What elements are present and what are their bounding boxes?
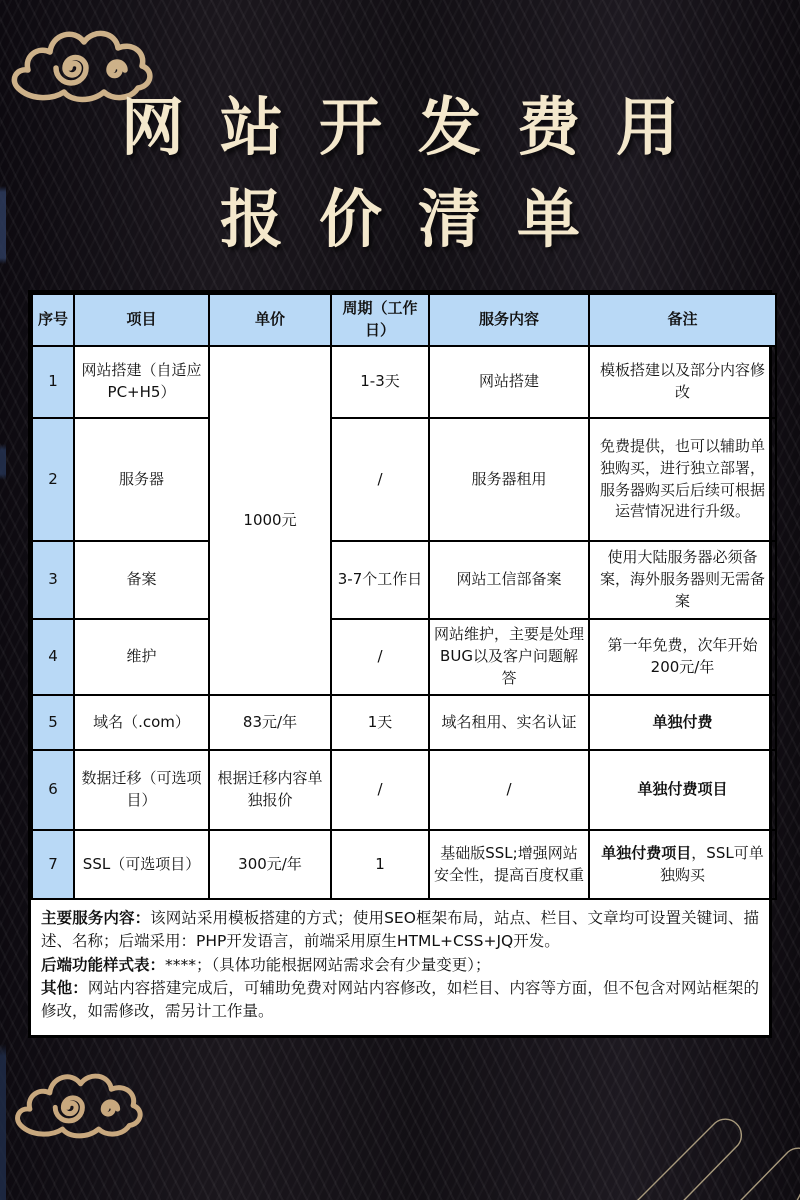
cell-period: / bbox=[331, 418, 429, 541]
cell-no: 3 bbox=[32, 541, 74, 619]
notes-section bbox=[31, 900, 769, 1035]
table-row bbox=[32, 418, 776, 541]
cell-no: 2 bbox=[32, 418, 74, 541]
cell-no: 4 bbox=[32, 619, 74, 695]
cell-price: 300元/年 bbox=[209, 830, 331, 899]
cell-no: 1 bbox=[32, 346, 74, 418]
table-row bbox=[32, 695, 776, 750]
col-header-price: 单价 bbox=[209, 294, 331, 346]
cell-remark: 单独付费 bbox=[589, 695, 776, 750]
pricing-table bbox=[31, 293, 777, 900]
cell-price-merged: 1000元 bbox=[209, 346, 331, 695]
cell-period: / bbox=[331, 750, 429, 830]
cell-period: 1天 bbox=[331, 695, 429, 750]
col-header-period: 周期（工作日） bbox=[331, 294, 429, 346]
page-title-line1: 网站开发费用 bbox=[121, 91, 715, 164]
table-header-row bbox=[32, 294, 776, 346]
cell-project: 服务器 bbox=[74, 418, 209, 541]
cell-price: 83元/年 bbox=[209, 695, 331, 750]
cell-remark: 第一年免费，次年开始200元/年 bbox=[589, 619, 776, 695]
note-text: 该网站采用模板搭建的方式；使用SEO框架布局，站点、栏目、文章均可设置关键词、描述、名称；后端采用：PHP开发语言，前端采用原生HTML+CSS+JQ开发。 bbox=[41, 909, 759, 951]
cell-project: 数据迁移（可选项目） bbox=[74, 750, 209, 830]
cell-remark: 使用大陆服务器必须备案，海外服务器则无需备案 bbox=[589, 541, 776, 619]
cloud-icon-bottom-left bbox=[10, 1052, 162, 1150]
cell-service: / bbox=[429, 750, 589, 830]
cell-project: SSL（可选项目） bbox=[74, 830, 209, 899]
note-label: 后端功能样式表： bbox=[41, 955, 166, 974]
col-header-service: 服务内容 bbox=[429, 294, 589, 346]
cell-remark: 单独付费项目 bbox=[589, 750, 776, 830]
col-header-project: 项目 bbox=[74, 294, 209, 346]
cell-period: 1-3天 bbox=[331, 346, 429, 418]
cell-period: / bbox=[331, 619, 429, 695]
cell-service: 服务器租用 bbox=[429, 418, 589, 541]
col-header-remark: 备注 bbox=[589, 294, 776, 346]
cell-project: 网站搭建（自适应PC+H5） bbox=[74, 346, 209, 418]
cell-no: 7 bbox=[32, 830, 74, 899]
table-row bbox=[32, 750, 776, 830]
cell-remark: 单独付费项目，SSL可单独购买 bbox=[589, 830, 776, 899]
cell-no: 5 bbox=[32, 695, 74, 750]
page-title bbox=[0, 82, 800, 266]
cell-no: 6 bbox=[32, 750, 74, 830]
note-text: ****；（具体功能根据网站需求会有少量变更）； bbox=[165, 955, 491, 974]
cell-remark: 模板搭建以及部分内容修改 bbox=[589, 346, 776, 418]
cell-remark: 免费提供，也可以辅助单独购买，进行独立部署，服务器购买后后续可根据运营情况进行升级。 bbox=[589, 418, 776, 541]
cell-service: 基础版SSL;增强网站安全性，提高百度权重 bbox=[429, 830, 589, 899]
col-header-no: 序号 bbox=[32, 294, 74, 346]
note-label: 其他： bbox=[41, 978, 88, 997]
pricing-panel bbox=[28, 290, 772, 1038]
cell-period: 1 bbox=[331, 830, 429, 899]
cell-period: 3-7个工作日 bbox=[331, 541, 429, 619]
cell-project: 域名（.com） bbox=[74, 695, 209, 750]
cell-price: 根据迁移内容单独报价 bbox=[209, 750, 331, 830]
cell-project: 维护 bbox=[74, 619, 209, 695]
cell-service: 网站维护，主要是处理BUG以及客户问题解答 bbox=[429, 619, 589, 695]
table-row bbox=[32, 541, 776, 619]
table-row bbox=[32, 619, 776, 695]
cell-project: 备案 bbox=[74, 541, 209, 619]
page-title-line2: 报价清单 bbox=[220, 183, 616, 256]
swirl-lines-icon-bottom-right bbox=[600, 1068, 800, 1200]
table-row bbox=[32, 830, 776, 899]
note-label: 主要服务内容： bbox=[41, 909, 151, 927]
cell-service: 网站搭建 bbox=[429, 346, 589, 418]
cell-service: 网站工信部备案 bbox=[429, 541, 589, 619]
cell-service: 域名租用、实名认证 bbox=[429, 695, 589, 750]
table-row bbox=[32, 346, 776, 418]
note-text: 网站内容搭建完成后，可辅助免费对网站内容修改，如栏目、内容等方面，但不包含对网站框架的修改，如需修改，需另计工作量。 bbox=[41, 978, 759, 1020]
